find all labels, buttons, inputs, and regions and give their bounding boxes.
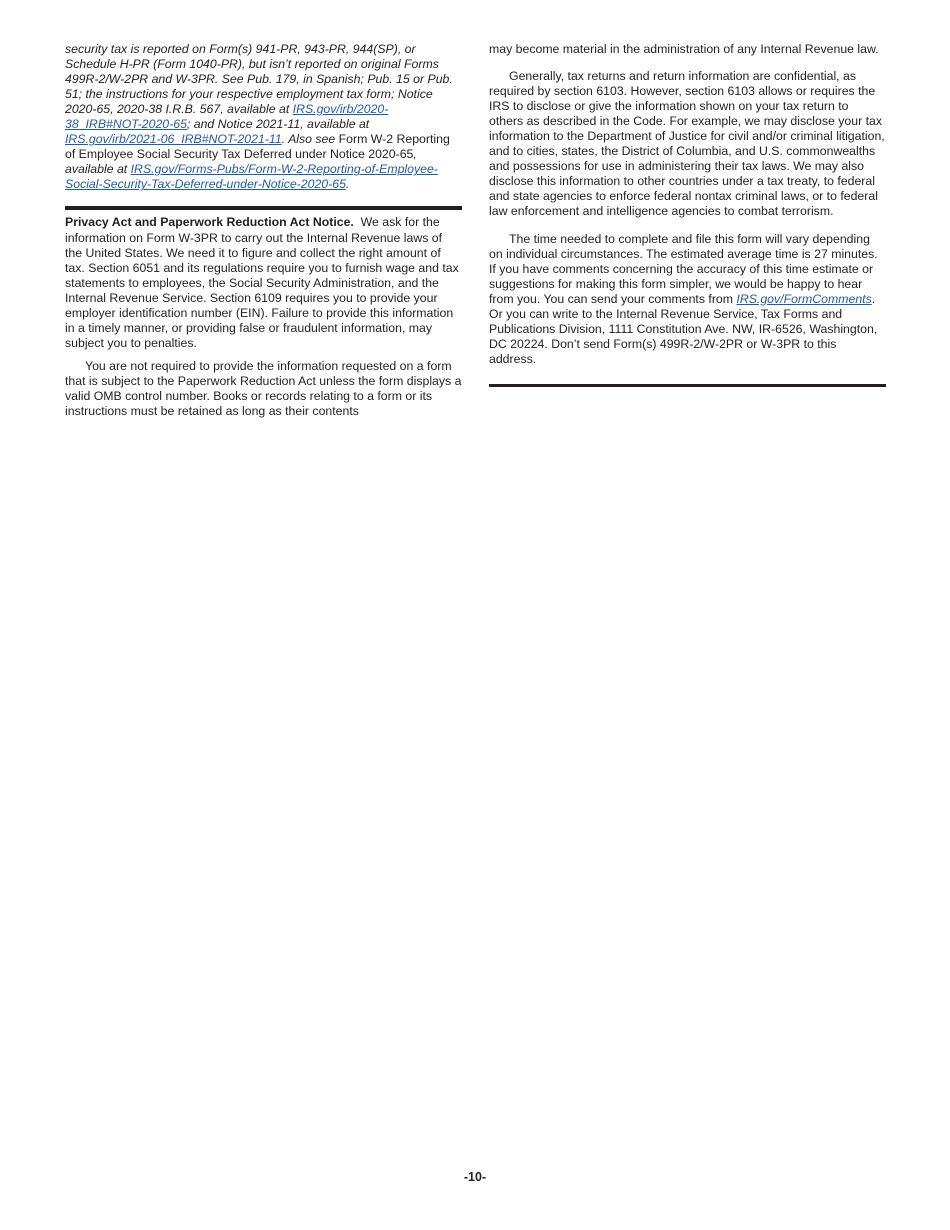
section-divider: [65, 206, 462, 210]
time-estimate-text: The time needed to complete and file this form will vary depending on individual circumstances. The estimated average time is 27 minutes. If you have comments concerning the accuracy of this time estimate or suggestions for making this form simpler, we would be happy to hear from you. You can send your comments from: [489, 231, 878, 306]
confidentiality-paragraph: Generally, tax returns and return information are confidential, as required by section 6103. However, section 6103 allows or requires the IRS to disclose or give the information shown on your tax return to others as described in the Code. For example, we may disclose your tax information to the Department of Justice for civil and/or criminal litigation, and to cities, states, the District of Columbia, and U.S. commonwealths and possessions for use in administering their tax laws. We may also disclose this information to other countries under a tax treaty, to federal and state agencies to enforce federal nontax criminal laws, or to federal law enforcement and intelligence agencies to combat terrorism.: [489, 69, 885, 219]
notice-2021-11-link[interactable]: IRS.gov/irb/2021-06_IRB#NOT-2021-11: [65, 132, 282, 147]
privacy-act-paragraph: [65, 215, 462, 350]
end-divider: [489, 384, 886, 387]
continued-text-5: , available at: [65, 147, 417, 177]
continued-text-1: security tax is reported on Form(s) 941-PR, 943-PR, 944(SP), or Schedule H-PR (Form 1040-PR), but isn’t reported on original Forms 499R-2/W-2PR and W-3PR. See Pub. 179, in Spanish; Pub. 15 or Pub. 51; the instructions for your respective employment tax form; Notice 2020-65, 2020-38 I.R.B. 567, available at: [65, 42, 453, 117]
continued-text-2: ; and Notice 2021-11, available at: [186, 117, 370, 132]
left-column: [65, 42, 462, 419]
form-w2-reporting-title: Form W-2 Reporting of Employee Social Security Tax Deferred under Notice 2020-65: [65, 132, 450, 162]
mailing-address-text: . Or you can write to the Internal Revenue Service, Tax Forms and Publications Division, 1111 Constitution Ave. NW, IR-6526, Washington, DC 20224. Don’t send Form(s) 499R-2/W-2PR or W-3PR to this address.: [489, 291, 878, 366]
form-w2-reporting-link[interactable]: IRS.gov/Forms-Pubs/Form-W-2-Reporting-of-Employee-Social-Security-Tax-Deferred-under-Notice-2020-65: [65, 162, 438, 192]
privacy-act-heading: Privacy Act and Paperwork Reduction Act Notice.: [65, 215, 354, 230]
continued-text-6: .: [345, 177, 350, 192]
page-number: -10-: [463, 1170, 487, 1184]
notice-2020-65-link[interactable]: IRS.gov/irb/2020-38_IRB#NOT-2020-65: [65, 102, 389, 132]
form-comments-link[interactable]: IRS.gov/FormComments: [736, 291, 872, 306]
privacy-act-body: We ask for the information on Form W-3PR to carry out the Internal Revenue laws of the United States. We need it to figure and collect the right amount of tax. Section 6051 and its regulations require you to furnish wage and tax statements to employees, the Social Security Administration, and the Internal Revenue Service. Section 6109 requires you to provide your employer identification number (EIN). Failure to provide this information in a timely manner, or providing false or fraudulent information, may subject you to penalties.: [65, 215, 459, 350]
right-column: [489, 42, 886, 387]
continued-paragraph: [65, 42, 462, 192]
omb-paragraph: You are not required to provide the information requested on a form that is subject to the Paperwork Reduction Act unless the form displays a valid OMB control number. Books or records relating to a form or its instructions must be retained as long as their contents: [65, 358, 462, 419]
continued-text-3: . Also see: [281, 132, 339, 147]
time-estimate-paragraph: [489, 232, 886, 367]
material-paragraph: may become material in the administration of any Internal Revenue law.: [489, 42, 879, 56]
